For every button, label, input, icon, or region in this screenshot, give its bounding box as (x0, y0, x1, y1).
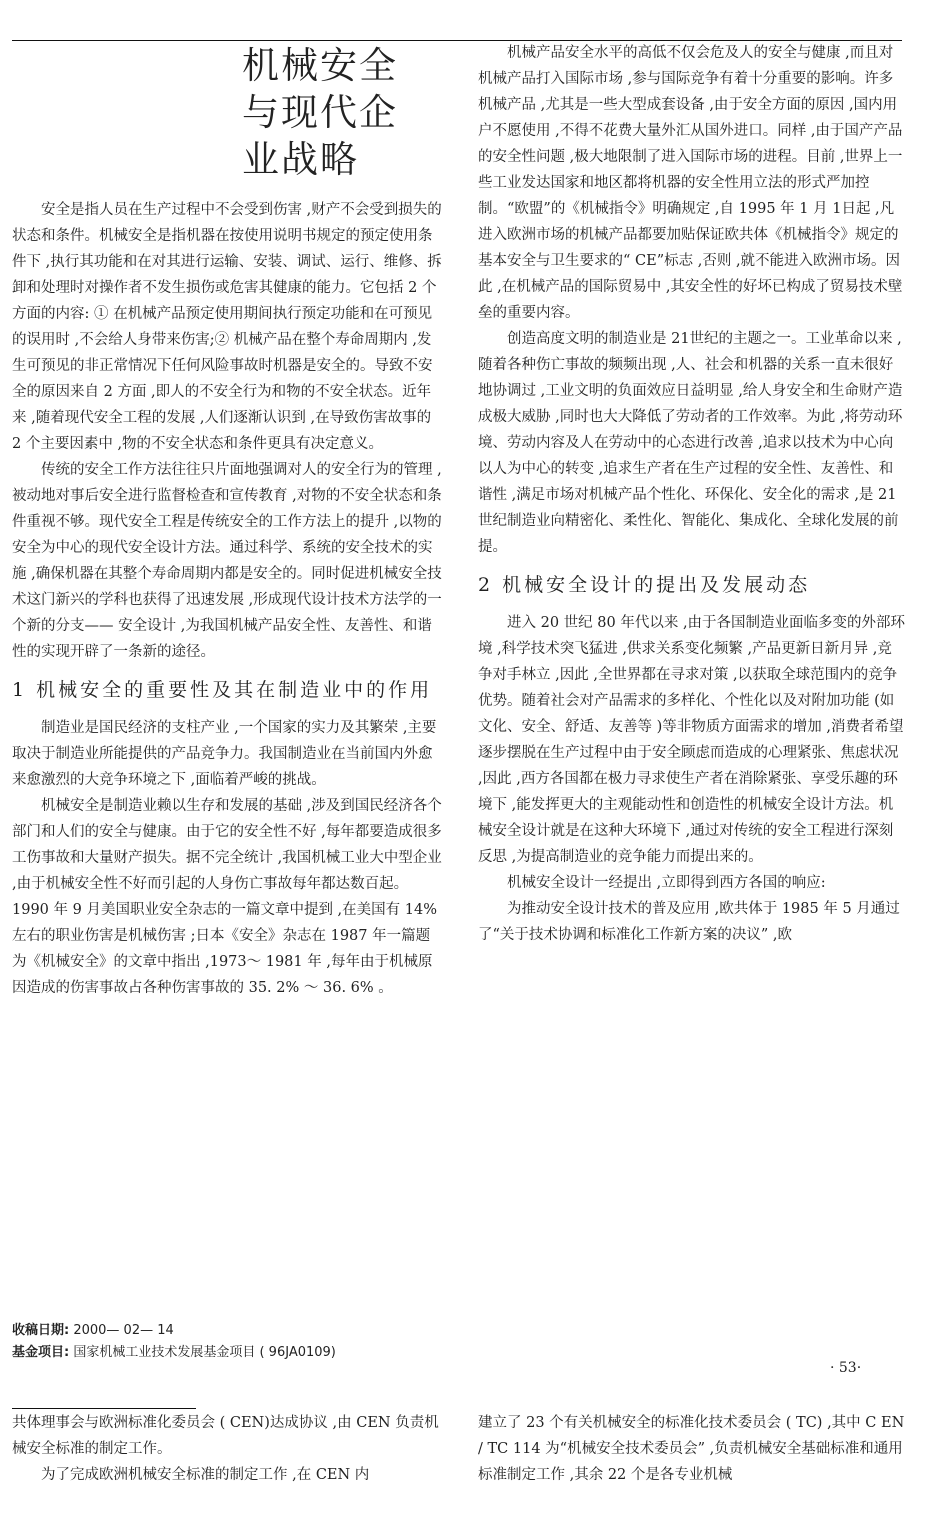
intro-paragraph: 传统的安全工作方法往往只片面地强调对人的安全行为的管理 ,被动地对事后安全进行监督检查和宣传教育 ,对物的不安全状态和条件重视不够。现代安全工程是传统安全的工作方法上的提升 ,以物的安全为中心的现代安全设计方法。通过科学、系统的安全技术的实施 ,确保机器在其整个寿命周期内都是安全的。同时促进机械安全技术这门新兴的学科也获得了迅速发展 ,形成现代设计技术方法学的一个新的分支—— 安全设计 ,为我国机械产品安全性、友善性、和谐性的实现开辟了一条新的途径。 (12, 462, 442, 660)
section1-paragraph: 制造业是国民经济的支柱产业 ,一个国家的实力及其繁荣 ,主要取决于制造业所能提供的产品竞争力。我国制造业在当前国内外愈来愈激烈的大竞争环境之下 ,面临着严峻的挑战。 (12, 720, 437, 788)
fund-value: 国家机械工业技术发展基金项目 ( 96JA0109) (73, 1345, 336, 1360)
title-line: 机械安全 (242, 44, 398, 87)
section1-paragraph: 机械安全是制造业赖以生存和发展的基础 ,涉及到国民经济各个部门和人们的安全与健康。由于它的安全性不好 ,每年都要造成很多工伤事故和大量财产损失。据不完全统计 ,我国机械工业大中型企业 ,由于机械安全性不好而引起的人身伤亡事故每年都达数百起。1990 年 9 月美国职业安全杂志的一篇文章中提到 ,在美国有 14% 左右的职业伤害是机械伤害 ;日本《安全》杂志在 1987 年一篇题为《机械安全》的文章中指出 ,1973～ 1981 年 ,每年由于机械原因造成的伤害事故占各种伤害事故的 35. 2% ～ 36. 6% 。 (12, 798, 442, 996)
section2-paragraph: 机械安全设计一经提出 ,立即得到西方各国的响应: (507, 875, 826, 891)
section2-heading: 2 机械安全设计的提出及发展动态 (478, 574, 811, 596)
bottom-rule (12, 1408, 196, 1409)
section1-heading: 1 机械安全的重要性及其在制造业中的作用 (12, 679, 433, 701)
footnote-metadata (12, 1320, 336, 1364)
body-paragraph: 为了完成欧洲机械安全标准的制定工作 ,在 CEN 内 (41, 1467, 370, 1483)
article-title (242, 42, 442, 183)
body-paragraph: 创造高度文明的制造业是 21世纪的主题之一。工业革命以来 ,随着各种伤亡事故的频频出现 ,人、社会和机器的关系一直未很好地协调过 ,工业文明的负面效应日益明显 ,给人身安全和生命财产造成极大威胁 ,同时也大大降低了劳动者的工作效率。为此 ,将劳动环境、劳动内容及人在劳动中的心态进行改善 ,追求以技术为中心向以人为中心的转变 ,追求生产者在生产过程的安全性、友善性、和谐性 ,满足市场对机械产品个性化、环保化、安全化的需求 ,是 21 世纪制造业向精密化、柔性化、智能化、集成化、全球化发展的前提。 (478, 331, 903, 555)
section2-paragraph: 为推动安全设计技术的普及应用 ,欧共体于 1985 年 5 月通过了“关于技术协调和标准化工作新方案的决议” ,欧 (478, 901, 900, 943)
right-column (478, 40, 906, 948)
section2-paragraph: 进入 20 世纪 80 年代以来 ,由于各国制造业面临多变的外部环境 ,科学技术突飞猛进 ,供求关系变化频繁 ,产品更新日新月异 ,竞争对手林立 ,因此 ,全世界都在寻求对策 ,以获取全球范围内的竞争优势。随着社会对产品需求的多样化、个性化以及对附加功能 (如文化、安全、舒适、友善等 )等非物质方面需求的增加 ,消费者希望逐步摆脱在生产过程中由于安全顾虑而造成的心理紧张、焦虑状况 ,因此 ,西方各国都在极力寻求使生产者在消除紧张、享受乐趣的环境下 ,能发挥更大的主观能动性和创造性的机械安全设计方法。机械安全设计就是在这种大环境下 ,通过对传统的安全工程进行深刻反思 ,为提高制造业的竞争能力而提出来的。 (478, 615, 906, 865)
intro-paragraph: 安全是指人员在生产过程中不会受到伤害 ,财产不会受到损失的状态和条件。机械安全是指机器在按使用说明书规定的预定使用条件下 ,执行其功能和在对其进行运输、安装、调试、运行、维修、拆卸和处理时对操作者不发生损伤或危害其健康的能力。它包括 2 个方面的内容: ① 在机械产品预定使用期间执行预定功能和在可预见的误用时 ,不会给人身带来伤害;② 机械产品在整个寿命周期内 ,发生可预见的非正常情况下任何风险事故时机器是安全的。导致不安全的原因来自 2 方面 ,即人的不安全行为和物的不安全状态。近年来 ,随着现代安全工程的发展 ,人们逐渐认识到 ,在导致伤害故事的 2 个主要因素中 ,物的不安全状态和条件更具有决定意义。 (12, 202, 442, 452)
received-label: 收稿日期: (12, 1323, 70, 1338)
fund-label: 基金项目: (12, 1345, 70, 1360)
body-paragraph: 共体理事会与欧洲标准化委员会 ( CEN)达成协议 ,由 CEN 负责机械安全标准的制定工作。 (12, 1415, 439, 1457)
body-paragraph: 机械产品安全水平的高低不仅会危及人的安全与健康 ,而且对机械产品打入国际市场 ,参与国际竞争有着十分重要的影响。许多机械产品 ,尤其是一些大型成套设备 ,由于安全方面的原因 ,国内用户不愿使用 ,不得不花费大量外汇从国外进口。同样 ,由于国产产品的安全性问题 ,极大地限制了进入国际市场的进程。目前 ,世界上一些工业发达国家和地区都将机器的安全性用立法的形式严加控制。“欧盟”的《机械指令》明确规定 ,自 1995 年 1 月 1日起 ,凡进入欧洲市场的机械产品都要加贴保证欧共体《机械指令》规定的基本安全与卫生要求的“ CE”标志 ,否则 ,就不能进入欧洲市场。因此 ,在机械产品的国际贸易中 ,其安全性的好坏已构成了贸易技术壁垒的重要内容。 (478, 45, 903, 321)
title-line: 业战略 (242, 138, 359, 181)
title-line: 与现代企 (242, 91, 398, 134)
received-date: 2000— 02— 14 (73, 1323, 174, 1338)
page-number: · 53· (830, 1360, 862, 1376)
next-page-right-column (478, 1410, 906, 1488)
body-paragraph: 建立了 23 个有关机械安全的标准化技术委员会 ( TC) ,其中 C EN / TC 114 为“机械安全技术委员会” ,负责机械安全基础标准和通用标准制定工作 ,其余 22 个是各专业机械 (478, 1415, 905, 1483)
next-page-left-column (12, 1410, 442, 1488)
left-column (12, 40, 442, 1001)
